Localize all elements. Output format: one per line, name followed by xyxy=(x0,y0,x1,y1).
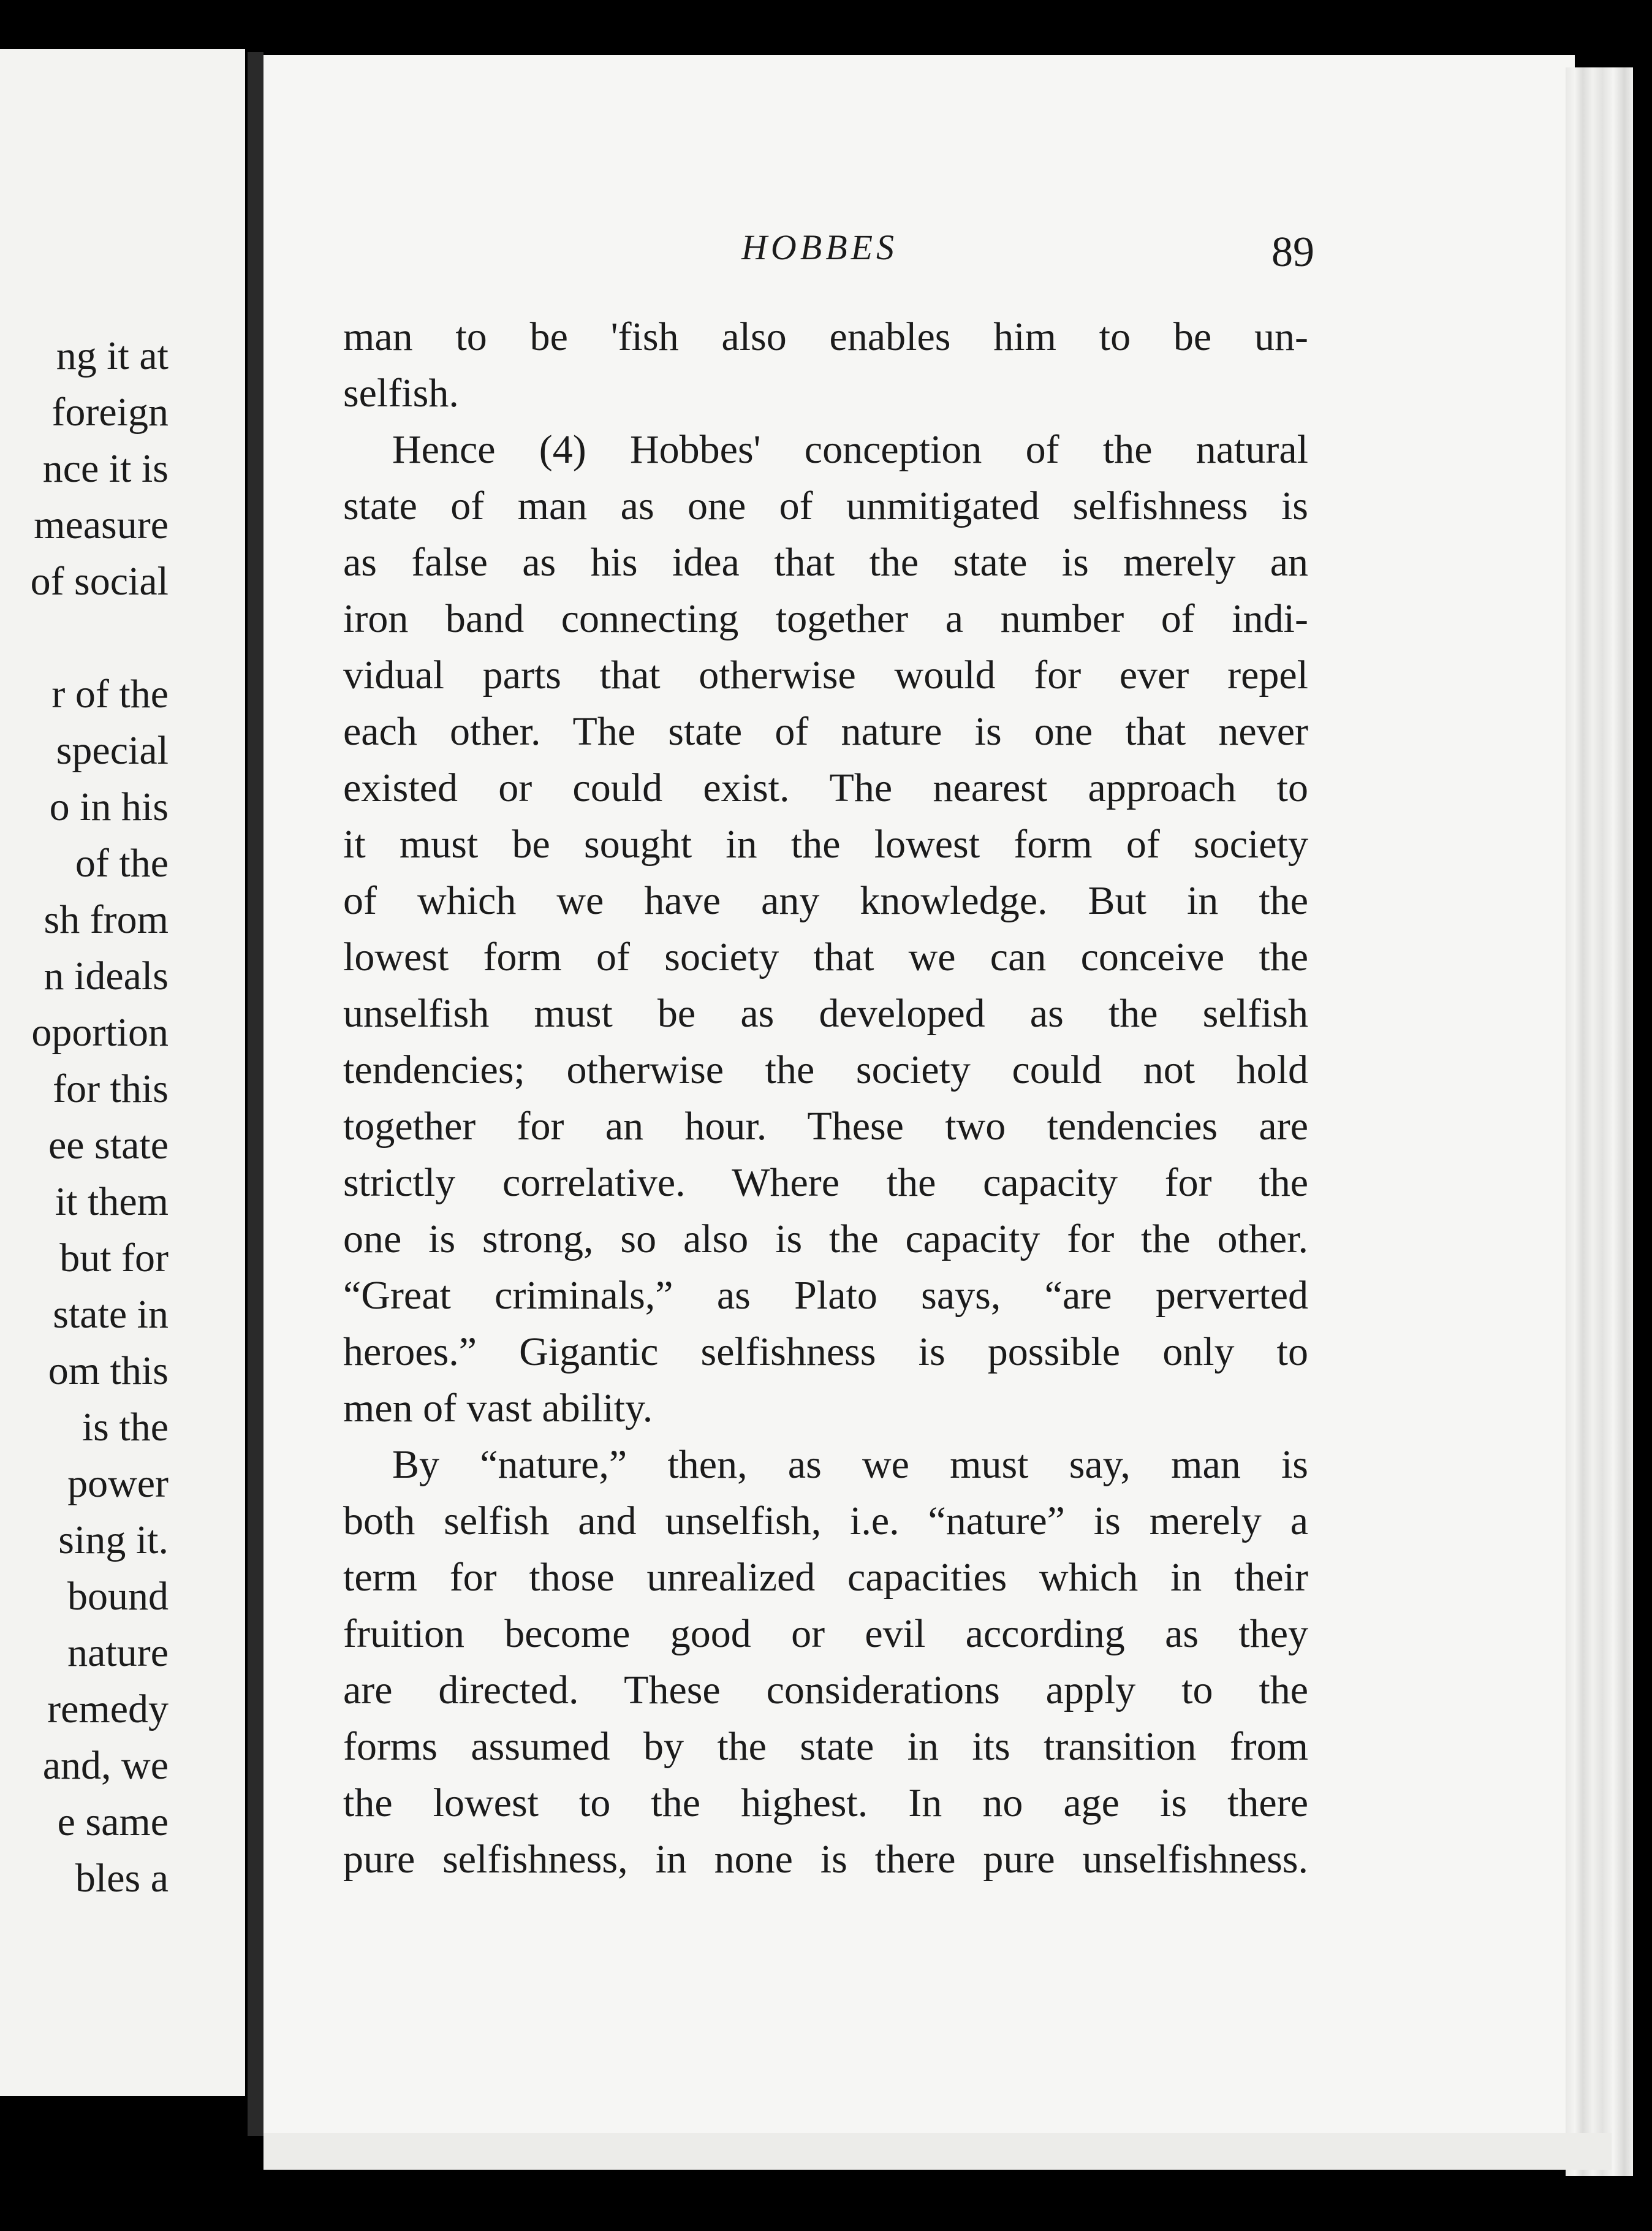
text-line: forms assumed by the state in its transition from xyxy=(343,1724,1308,1769)
facing-page-line: bound xyxy=(67,1574,169,1619)
facing-page-line: sh from xyxy=(44,897,169,942)
text-line: the lowest to the highest. In no age is there xyxy=(343,1781,1308,1825)
book-gutter xyxy=(248,52,263,2136)
facing-page-line: of the xyxy=(75,841,169,886)
facing-page-line: ee state xyxy=(48,1123,169,1168)
text-line: both selfish and unselfish, i.e. “nature” is merely a xyxy=(343,1499,1308,1543)
text-line: term for those unrealized capacities which in their xyxy=(343,1555,1308,1600)
facing-page-line: measure xyxy=(34,503,169,547)
facing-page-line: remedy xyxy=(47,1687,169,1731)
facing-page-line: o in his xyxy=(49,785,169,829)
text-line: state of man as one of unmitigated selfishness is xyxy=(343,484,1308,528)
facing-page-line: of social xyxy=(30,559,169,604)
page-number: 89 xyxy=(1271,229,1314,276)
text-line: “Great criminals,” as Plato says, “are perverted xyxy=(343,1273,1308,1318)
text-line: together for an hour. These two tendencies are xyxy=(343,1104,1308,1149)
text-line: as false as his idea that the state is merely an xyxy=(343,540,1308,585)
page-bottom-edge xyxy=(263,2133,1612,2170)
facing-page xyxy=(0,49,245,2096)
facing-page-line: om this xyxy=(48,1348,169,1393)
facing-page-line: special xyxy=(56,728,169,773)
text-line: selfish. xyxy=(343,371,459,416)
facing-page-line: r of the xyxy=(51,672,169,716)
text-line: tendencies; otherwise the society could not hold xyxy=(343,1047,1308,1092)
text-line: existed or could exist. The nearest approach to xyxy=(343,766,1308,810)
text-line: are directed. These considerations apply to the xyxy=(343,1668,1308,1712)
facing-page-line: but for xyxy=(59,1236,169,1280)
text-line: strictly correlative. Where the capacity for the xyxy=(343,1160,1308,1205)
text-line: men of vast ability. xyxy=(343,1386,653,1431)
facing-page-line: nature xyxy=(67,1630,169,1675)
facing-page-line: ng it at xyxy=(56,333,169,378)
facing-page-line: oportion xyxy=(31,1010,169,1055)
text-line: By “nature,” then, as we must say, man is xyxy=(392,1442,1308,1487)
page-edges xyxy=(1566,67,1633,2176)
text-line: vidual parts that otherwise would for ever repel xyxy=(343,653,1308,697)
text-line: unselfish must be as developed as the selfish xyxy=(343,991,1308,1036)
facing-page-line: sing it. xyxy=(58,1518,169,1562)
facing-page-line: is the xyxy=(81,1405,169,1450)
text-line: lowest form of society that we can conceive the xyxy=(343,935,1308,979)
text-line: heroes.” Gigantic selfishness is possible only to xyxy=(343,1329,1308,1374)
facing-page-line: for this xyxy=(53,1066,169,1111)
facing-page-line: e same xyxy=(57,1800,169,1844)
running-head: HOBBES xyxy=(741,227,898,267)
facing-page-line: n ideals xyxy=(44,954,169,998)
facing-page-line: state in xyxy=(53,1292,169,1337)
facing-page-line: power xyxy=(67,1461,169,1506)
text-line: man to be 'fish also enables him to be un- xyxy=(343,314,1308,359)
facing-page-line: and, we xyxy=(42,1743,169,1788)
facing-page-line: it them xyxy=(55,1179,169,1224)
text-line: fruition become good or evil according as they xyxy=(343,1611,1308,1656)
text-line: each other. The state of nature is one that never xyxy=(343,709,1308,754)
body-text xyxy=(343,309,1308,1888)
facing-page-line: nce it is xyxy=(42,446,169,491)
text-line: of which we have any knowledge. But in the xyxy=(343,878,1308,923)
facing-page-line: bles a xyxy=(75,1856,169,1901)
text-line: pure selfishness, in none is there pure unselfishness. xyxy=(343,1837,1308,1882)
facing-page-line: foreign xyxy=(51,390,169,435)
text-line: one is strong, so also is the capacity for the other. xyxy=(343,1217,1308,1261)
text-line: Hence (4) Hobbes' conception of the natural xyxy=(392,427,1308,472)
text-line: it must be sought in the lowest form of society xyxy=(343,822,1308,867)
text-line: iron band connecting together a number of indi- xyxy=(343,596,1308,641)
